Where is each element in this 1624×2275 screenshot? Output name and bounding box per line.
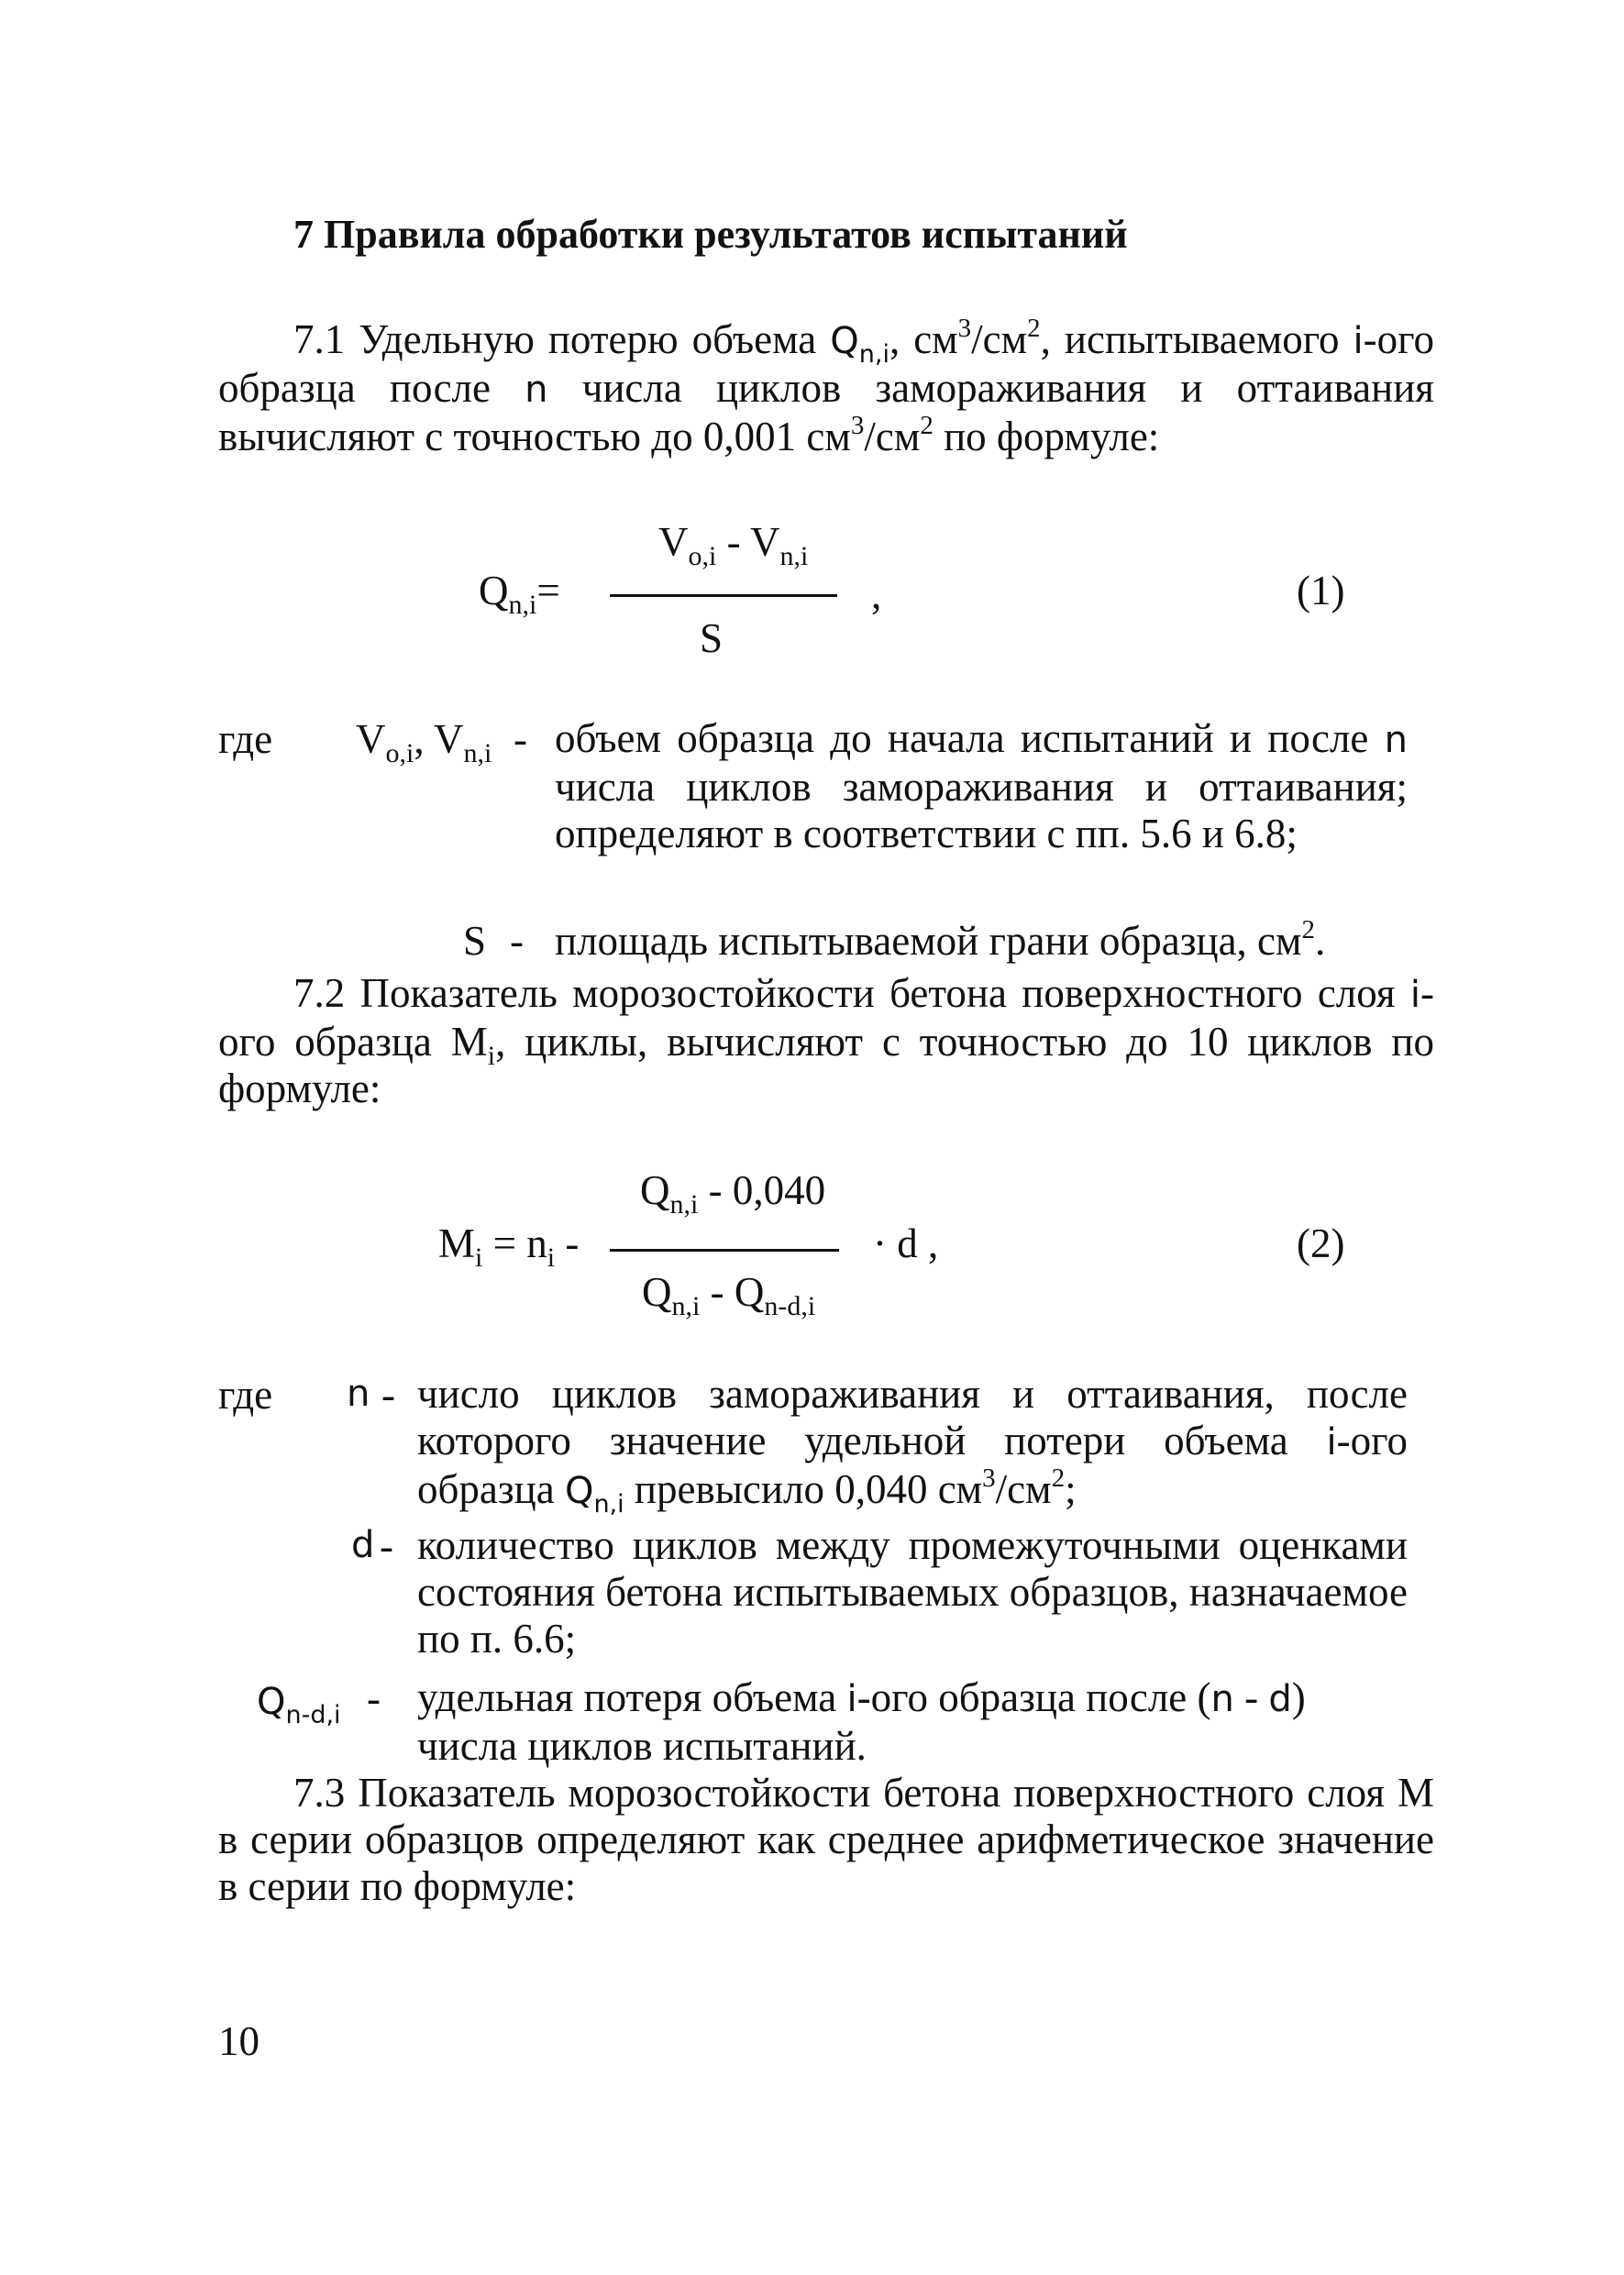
where-label-1: где <box>218 716 273 762</box>
def-Qnd-text: удельная потеря объема i-ого образца после (n - d) числа циклов испытаний. <box>417 1674 1306 1769</box>
formula-1-denominator: S <box>700 615 724 661</box>
formula-1-number: (1) <box>1297 568 1345 613</box>
def-S-text: площадь испытываемой грани образца, $см^2$. <box>555 915 1326 964</box>
def-d-symbol: d <box>351 1524 375 1566</box>
paragraph-7-1: 7.1 Удельную потерю объема $Q_{n,i}$, $см^3/см^2$, испытываемого i-ого образца после n числа циклов замораживания и оттаивания вычисляют с точностью до 0,001 $см^3/см^2$ по формуле: <box>218 314 1434 459</box>
paragraph-7-2: 7.2 Показатель морозостойкости бетона поверхностного слоя i-ого образца $M_i$, циклы, вычисляют с точностью до 10 циклов по формуле: <box>218 970 1434 1111</box>
def-V-symbols: $V_{o,i}$, $V_{n,i}$ <box>356 716 492 768</box>
formula-2-number: (2) <box>1297 1220 1345 1266</box>
def-n-dash: - <box>381 1372 395 1418</box>
clause-number: 7.3 <box>293 1770 346 1816</box>
def-S-dash: - <box>510 918 524 964</box>
def-V-dash: - <box>514 716 527 762</box>
formula-2-times-d: · d , <box>873 1220 939 1266</box>
clause-number: 7.1 <box>293 316 346 362</box>
clause-number: 7.2 <box>293 970 346 1016</box>
formula-1-fraction-bar <box>610 594 837 597</box>
formula-2-lhs: $M_i = n_i$ - <box>438 1220 580 1273</box>
def-d-text: количество циклов между промежуточными оценками состояния бетона испытываемых образцов, назначаемое по п. 6.6; <box>417 1522 1408 1662</box>
page-number: 10 <box>218 2018 260 2064</box>
formula-2-numerator: $Q_{n,i} - 0,040$ <box>640 1167 826 1220</box>
def-Qnd-dash: - <box>367 1675 381 1721</box>
def-n-symbol: n <box>347 1373 370 1415</box>
def-d-dash: - <box>380 1523 393 1569</box>
def-S-symbol: S <box>463 918 487 964</box>
formula-2-denominator: $Q_{n,i} - Q_{n-d,i}$ <box>642 1269 816 1321</box>
where-label-2: где <box>218 1372 273 1418</box>
def-V-text: объем образца до начала испытаний и после n числа циклов замораживания и оттаивания; определяют в соответствии с пп. 5.6 и 6.8; <box>555 715 1408 856</box>
formula-2-fraction-bar <box>610 1249 839 1252</box>
def-Qnd-symbol: $Q_{n-d,i}$ <box>257 1681 341 1729</box>
def-n-text: число циклов замораживания и оттаивания, после которого значение удельной потери объема i-ого образца $Q_{n,i}$ превысило 0,040 $см^3/см^2$; <box>417 1371 1408 1519</box>
section-heading: 7 Правила обработки результатов испытаний <box>293 212 1128 257</box>
formula-1-comma: , <box>871 571 882 617</box>
formula-1-lhs: $Q_{n,i}=$ <box>479 568 560 620</box>
paragraph-7-3: 7.3 Показатель морозостойкости бетона поверхностного слоя M в серии образцов определяют как среднее арифметическое значение в серии по формуле: <box>218 1770 1434 1909</box>
formula-1-numerator: $V_{o,i} - V_{n,i}$ <box>658 519 809 571</box>
